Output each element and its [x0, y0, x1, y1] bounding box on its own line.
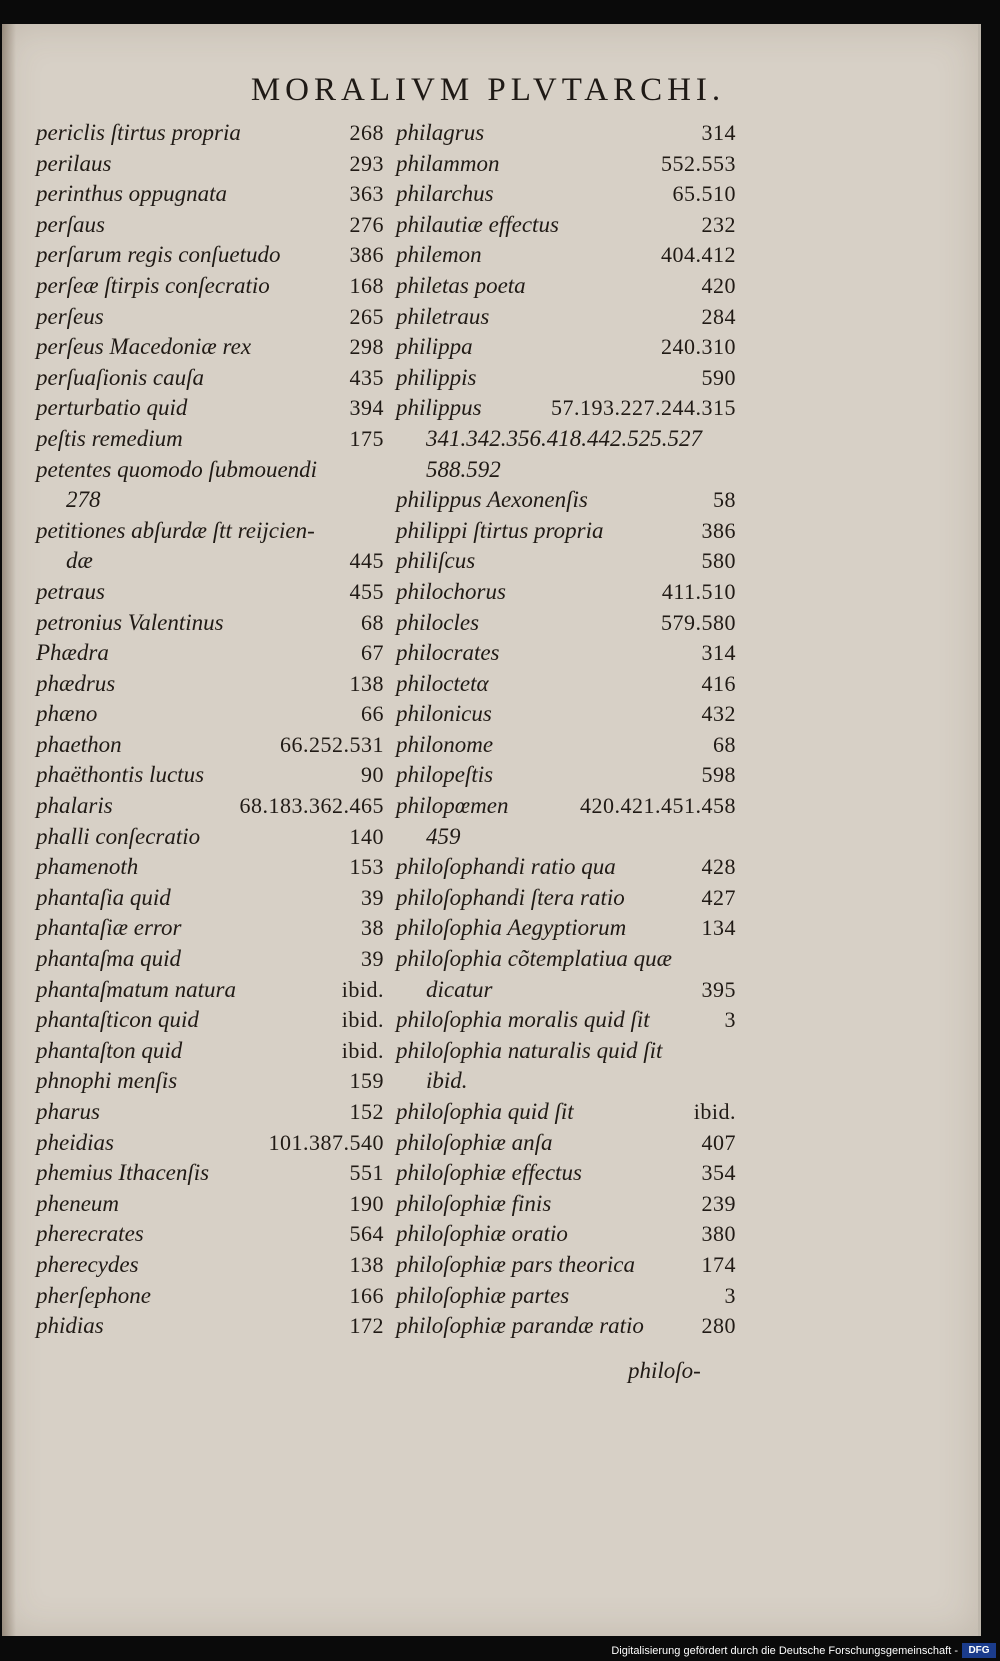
index-entry-term: phaethon	[36, 731, 122, 757]
index-entry-term: phantaſmatum natura	[36, 976, 236, 1002]
index-entry	[396, 546, 736, 577]
index-entry-continuation-pages: 395	[701, 976, 736, 1002]
index-entry-pages: 363	[349, 181, 384, 207]
index-entry	[36, 1311, 384, 1342]
index-entry-pages: 39	[361, 946, 384, 972]
index-entry-continuation	[396, 424, 736, 455]
index-entry-term: philoſophandi ſtera ratio	[396, 884, 625, 910]
index-entry	[396, 1097, 736, 1128]
dfg-logo: DFG	[962, 1643, 996, 1658]
index-entry-term: philarchus	[396, 181, 494, 207]
index-entry-term: philopœmen	[396, 793, 509, 819]
index-entry-pages: 598	[701, 762, 736, 788]
index-entry-pages: 314	[701, 120, 736, 145]
index-entry-pages: 3	[724, 1007, 736, 1033]
index-entry-pages: 564	[349, 1221, 384, 1247]
index-entry-pages: 65.510	[672, 181, 736, 207]
index-entry	[396, 1250, 736, 1281]
index-entry-term: philoſophia naturalis quid ſit	[396, 1037, 663, 1063]
index-entry	[36, 332, 384, 363]
index-entry-pages: 138	[349, 670, 384, 696]
index-entry-term: perſeus	[36, 303, 104, 329]
index-entry-pages: 175	[349, 425, 384, 451]
index-entry-pages: 153	[349, 854, 384, 880]
index-entry-term: peſtis remedium	[36, 425, 183, 451]
index-entry-term: petitiones abſurdæ ſtt reijcien-	[36, 517, 315, 543]
catchword: philoſo-	[628, 1358, 701, 1383]
index-entry-term: philoſophia moralis quid ſit	[396, 1007, 650, 1033]
index-entry	[396, 179, 736, 210]
index-entry-term: philoſophia quid ſit	[396, 1099, 574, 1124]
index-entry	[36, 1128, 384, 1159]
index-entry-term: philemon	[396, 242, 482, 268]
index-entry-pages: 172	[349, 1313, 384, 1339]
index-entry-pages: ibid.	[341, 1037, 384, 1063]
index-entry	[396, 271, 736, 302]
index-entry	[36, 1005, 384, 1036]
index-entry-term: philagrus	[396, 120, 485, 145]
index-column-right	[396, 118, 736, 1342]
index-entry-continuation	[396, 1066, 736, 1097]
index-entry-continuation-text: 459	[426, 823, 461, 849]
index-entry-pages: 68.183.362.465	[239, 793, 384, 819]
index-entry-pages: 420.421.451.458	[580, 793, 736, 819]
index-entry	[36, 1281, 384, 1312]
index-entry-term: philopeſtis	[396, 762, 494, 788]
index-entry	[36, 730, 384, 761]
index-entry-pages: 66	[361, 701, 384, 727]
index-entry-term: philetas poeta	[396, 272, 526, 298]
index-entry	[36, 118, 384, 149]
index-entry	[396, 302, 736, 333]
index-entry-term: perſeæ ſtirpis conſecratio	[36, 272, 270, 298]
index-entry-term: phaëthontis luctus	[36, 762, 205, 788]
index-entry-term: perſuaſionis cauſa	[36, 364, 205, 390]
index-entry	[396, 1128, 736, 1159]
index-entry-pages: 138	[349, 1251, 384, 1277]
index-entry	[396, 332, 736, 363]
index-entry-pages: 416	[701, 670, 736, 696]
index-entry	[36, 1250, 384, 1281]
index-entry-continuation-text: 341.342.356.418.442.525.527	[426, 425, 702, 451]
index-entry-term: petraus	[36, 578, 105, 604]
index-entry	[396, 852, 736, 883]
index-entry	[396, 730, 736, 761]
index-entry-pages: 152	[349, 1099, 384, 1124]
index-entry-pages: 427	[701, 884, 736, 910]
index-entry-pages: 265	[349, 303, 384, 329]
index-entry-continuation	[396, 822, 736, 853]
index-entry-term: phalli conſecratio	[36, 823, 201, 849]
index-entry	[396, 944, 736, 1005]
index-entry-pages: 455	[349, 578, 384, 604]
index-entry-term: philippis	[396, 364, 477, 390]
index-entry-term: philippus Aexonenſis	[396, 487, 588, 513]
index-entry	[396, 240, 736, 271]
index-entry-continuation	[396, 975, 736, 1006]
index-entry-continuation-text: ibid.	[426, 1068, 468, 1094]
index-entry-term: pherecrates	[36, 1221, 144, 1247]
index-entry-term: phidias	[36, 1313, 104, 1339]
index-entry-pages: 420	[701, 272, 736, 298]
running-heading: MORALIVM PLVTARCHI.	[250, 72, 726, 108]
index-entry	[36, 516, 384, 577]
index-entry	[396, 1189, 736, 1220]
index-entry-pages: 239	[701, 1190, 736, 1216]
index-entry-pages: 590	[701, 364, 736, 390]
index-entry-term: petronius Valentinus	[36, 609, 224, 635]
index-entry-pages: 57.193.227.244.315	[551, 395, 736, 421]
index-entry-term: philoſophiæ anſa	[396, 1129, 553, 1155]
index-entry	[36, 883, 384, 914]
index-entry-pages: 268	[349, 120, 384, 145]
index-entry-term: perſeus Macedoniæ rex	[36, 334, 252, 360]
index-entry-pages: 435	[349, 364, 384, 390]
index-entry-term: philochorus	[396, 578, 506, 604]
index-entry-term: philoſophandi ratio qua	[396, 854, 616, 880]
index-entry-pages: 284	[701, 303, 736, 329]
index-entry-pages: 394	[349, 395, 384, 421]
index-entry-term: philocrates	[396, 640, 500, 666]
index-entry-term: phantaſton quid	[36, 1037, 183, 1063]
index-entry	[396, 577, 736, 608]
index-entry-pages: 67	[361, 640, 384, 666]
index-entry-term: phantaſticon quid	[36, 1007, 199, 1033]
index-entry-pages: 39	[361, 884, 384, 910]
index-entry-term: phnophi menſis	[36, 1068, 178, 1094]
index-entry	[36, 240, 384, 271]
index-entry-pages: 68	[361, 609, 384, 635]
index-entry-pages: 240.310	[661, 334, 736, 360]
index-entry-term: philoctetα	[396, 670, 489, 696]
index-entry-continuation	[36, 485, 384, 516]
index-entry-pages: 314	[701, 640, 736, 666]
index-entry-term: pherecydes	[36, 1251, 139, 1277]
index-entry-pages: 134	[701, 915, 736, 941]
index-entry	[36, 1097, 384, 1128]
index-entry-pages: 101.387.540	[268, 1129, 384, 1155]
index-entry	[396, 791, 736, 852]
index-entry-pages: 407	[701, 1129, 736, 1155]
index-entry-term: philippa	[396, 334, 473, 360]
index-entry	[36, 608, 384, 639]
index-entry-pages: 66.252.531	[280, 731, 384, 757]
index-entry	[396, 455, 736, 486]
index-entry-term: phamenoth	[36, 854, 139, 880]
index-entry-term: philetraus	[396, 303, 490, 329]
index-entry	[396, 485, 736, 516]
index-entry	[396, 1311, 736, 1342]
index-entry-term: perturbatio quid	[36, 395, 188, 421]
index-entry-term: phantaſia quid	[36, 884, 171, 910]
index-entry	[396, 149, 736, 180]
index-entry-pages: 354	[701, 1160, 736, 1186]
index-entry-pages: 580	[701, 548, 736, 574]
index-entry-term: philonome	[396, 731, 494, 757]
index-entry	[36, 913, 384, 944]
index-entry	[396, 363, 736, 394]
index-entry	[36, 1036, 384, 1067]
index-entry-term: phædrus	[36, 670, 116, 696]
index-entry-continuation-pages: 445	[349, 548, 384, 574]
index-entry	[396, 669, 736, 700]
index-entry-term: Phædra	[36, 640, 109, 666]
index-entry	[36, 791, 384, 822]
index-entry	[396, 1005, 736, 1036]
index-entry	[36, 699, 384, 730]
index-entry-pages: 232	[701, 211, 736, 237]
index-entry-pages: 3	[724, 1282, 736, 1308]
index-entry	[396, 210, 736, 241]
index-entry	[36, 975, 384, 1006]
index-entry-term: philippus	[396, 395, 482, 421]
index-entry	[36, 944, 384, 975]
index-entry-term: perinthus oppugnata	[36, 181, 228, 207]
index-entry-term: phantaſiæ error	[36, 915, 182, 941]
index-entry-pages: 190	[349, 1190, 384, 1216]
index-entry-term: perilaus	[36, 150, 112, 176]
index-entry-term: pherſephone	[36, 1282, 151, 1308]
index-entry-pages: 552.553	[661, 150, 736, 176]
index-entry-continuation	[396, 455, 736, 486]
index-entry	[36, 822, 384, 853]
index-entry-term: philautiæ effectus	[396, 211, 559, 237]
index-entry-pages: ibid.	[341, 976, 384, 1002]
index-entry-term: philoſophiæ oratio	[396, 1221, 568, 1247]
index-entry-pages: 293	[349, 150, 384, 176]
index-entry-term: pharus	[36, 1099, 100, 1124]
index-entry-continuation-text: 588.592	[426, 456, 501, 482]
index-entry	[396, 1219, 736, 1250]
index-entry-pages: 174	[701, 1251, 736, 1277]
index-entry	[36, 210, 384, 241]
index-entry-pages: 298	[349, 334, 384, 360]
index-entry	[396, 516, 736, 547]
index-entry-pages: 386	[349, 242, 384, 268]
index-entry-pages: 428	[701, 854, 736, 880]
index-entry	[396, 913, 736, 944]
index-entry-term: philoſophia Aegyptiorum	[396, 915, 627, 941]
index-entry-term: philoſophia cõtemplatiua quæ	[396, 946, 672, 972]
index-entry-term: perſaus	[36, 211, 105, 237]
index-entry-pages: ibid.	[341, 1007, 384, 1033]
index-entry-pages: 140	[349, 823, 384, 849]
index-entry-pages: 404.412	[661, 242, 736, 268]
index-entry	[36, 424, 384, 455]
digitization-credit: Digitalisierung gefördert durch die Deutsche Forschungsgemeinschaft -	[611, 1645, 958, 1657]
index-entry	[36, 1066, 384, 1097]
index-entry	[36, 393, 384, 424]
index-entry-continuation-text: dæ	[66, 548, 93, 574]
index-entry	[36, 760, 384, 791]
index-entry-term: perſarum regis conſuetudo	[36, 242, 281, 268]
index-entry	[36, 638, 384, 669]
index-entry	[396, 883, 736, 914]
index-entry-pages: 166	[349, 1282, 384, 1308]
index-entry-pages: 90	[361, 762, 384, 788]
index-entry-term: philoſophiæ parandæ ratio	[396, 1313, 644, 1339]
index-entry-continuation-text: dicatur	[426, 976, 493, 1002]
index-entry	[36, 149, 384, 180]
index-entry	[396, 118, 736, 149]
index-entry-term: philammon	[396, 150, 500, 176]
index-entry-pages: 411.510	[661, 578, 736, 604]
index-entry-term: philoſophiæ partes	[396, 1282, 570, 1308]
index-entry	[396, 1036, 736, 1097]
index-entry-term: philippi ſtirtus propria	[396, 517, 604, 543]
index-entry	[36, 1158, 384, 1189]
index-entry	[36, 302, 384, 333]
index-entry-pages: 168	[349, 272, 384, 298]
index-entry-pages: 58	[713, 487, 736, 513]
index-entry	[36, 577, 384, 608]
index-entry-pages: 159	[349, 1068, 384, 1094]
index-entry	[36, 1219, 384, 1250]
index-entry-pages: 68	[713, 731, 736, 757]
index-entry	[396, 608, 736, 639]
index-entry	[396, 1281, 736, 1312]
index-entry-pages: 38	[361, 915, 384, 941]
index-entry	[396, 699, 736, 730]
index-entry-term: phemius Ithacenſis	[36, 1160, 210, 1186]
index-entry-pages: 579.580	[661, 609, 736, 635]
index-entry	[36, 363, 384, 394]
index-entry-term: phantaſma quid	[36, 946, 182, 972]
index-entry-continuation-text: 278	[66, 487, 101, 513]
index-entry-pages: 432	[701, 701, 736, 727]
index-entry-term: phalaris	[36, 793, 113, 819]
index-column-left	[36, 118, 384, 1342]
index-entry-pages: 386	[701, 517, 736, 543]
index-entry	[36, 669, 384, 700]
index-entry-term: philoſophiæ effectus	[396, 1160, 582, 1186]
index-entry-term: philoſophiæ pars theorica	[396, 1251, 635, 1277]
index-entry-pages: 280	[701, 1313, 736, 1339]
index-entry-term: phæno	[36, 701, 98, 727]
index-entry	[36, 852, 384, 883]
index-entry-term: pheidias	[36, 1129, 114, 1155]
index-entry-pages: 380	[701, 1221, 736, 1247]
index-entry	[36, 455, 384, 516]
index-entry	[36, 1189, 384, 1220]
index-entry-term: philonicus	[396, 701, 492, 727]
index-entry	[36, 179, 384, 210]
index-entry-term: philoſophiæ finis	[396, 1190, 552, 1216]
index-entry-term: pheneum	[36, 1190, 120, 1216]
index-entry	[396, 1158, 736, 1189]
index-entry	[396, 638, 736, 669]
index-entry-pages: 551	[349, 1160, 384, 1186]
index-entry-term: philocles	[396, 609, 480, 635]
index-entry	[396, 760, 736, 791]
index-entry	[396, 393, 736, 454]
index-entry-pages: ibid.	[693, 1099, 736, 1124]
index-entry-continuation	[36, 546, 384, 577]
index-entry-term: periclis ſtirtus propria	[36, 120, 241, 145]
index-entry-term: philiſcus	[396, 548, 476, 574]
index-entry	[36, 271, 384, 302]
index-entry-pages: 276	[349, 211, 384, 237]
index-entry-term: petentes quomodo ſubmouendi	[36, 456, 318, 482]
page-gutter-shadow	[2, 24, 16, 1636]
